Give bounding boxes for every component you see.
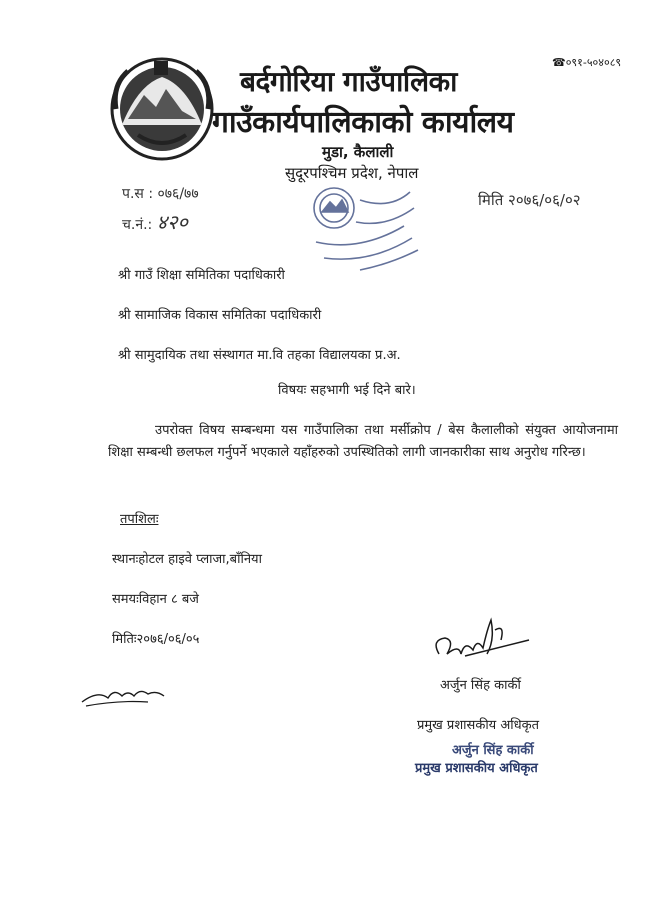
phone-number: ☎०९१-५०४०८९ bbox=[552, 56, 622, 69]
letter-date: मिति २०७६/०६/०२ bbox=[478, 191, 581, 209]
handwritten-initial bbox=[78, 682, 170, 710]
address-province: सुदूरपश्चिम प्रदेश, नेपाल bbox=[285, 164, 419, 182]
office-seal bbox=[300, 182, 422, 274]
recipient-3: श्री सामुदायिक तथा संस्थागत मा.वि तहका विद्यालयका प्र.अ. bbox=[118, 348, 401, 363]
stamp-title: प्रमुख प्रशासकीय अधिकृत bbox=[415, 761, 538, 776]
municipality-emblem bbox=[108, 55, 216, 163]
meeting-time: समयःविहान ८ बजे bbox=[112, 592, 199, 607]
letter-subject: विषयः सहभागी भई दिने बारे। bbox=[278, 383, 416, 398]
dispatch-number-line bbox=[122, 208, 188, 235]
dispatch-number: ४२० bbox=[156, 210, 188, 234]
recipient-2: श्री सामाजिक विकास समितिका पदाधिकारी bbox=[118, 308, 322, 323]
signatory-name: अर्जुन सिंह कार्की bbox=[440, 678, 521, 693]
recipient-1: श्री गाउँ शिक्षा समितिका पदाधिकारी bbox=[118, 268, 285, 283]
meeting-date: मितिः२०७६/०६/०५ bbox=[112, 632, 200, 647]
office-title: गाउँकार्यपालिकाको कार्यालय bbox=[212, 105, 514, 140]
stamp-name: अर्जुन सिंह कार्की bbox=[452, 743, 534, 758]
details-heading: तपशिलः bbox=[120, 512, 159, 527]
meeting-location: स्थानःहोटल हाइवे प्लाजा,बाँनिया bbox=[112, 552, 262, 567]
handwritten-signature bbox=[425, 610, 535, 680]
fiscal-year: प.स : ०७६/७७ bbox=[122, 186, 199, 202]
letter-body: उपरोक्त विषय सम्बन्धमा यस गाउँपालिका तथा मर्सीक्रोप / बेस कैलालीको संयुक्त आयोजनामा शिक्षा सम्बन्धी छलफल गर्नुपर्ने भएकाले यहाँहरुको उपस्थितिको लागी जानकारीका साथ अनुरोध गरिन्छ। bbox=[108, 423, 618, 460]
signatory-title: प्रमुख प्रशासकीय अधिकृत bbox=[417, 718, 540, 733]
address-district: मुडा, कैलाली bbox=[322, 143, 394, 161]
dispatch-label: च.नं.: bbox=[122, 217, 153, 233]
municipality-title: बर्दगोरिया गाउँपालिका bbox=[240, 65, 457, 98]
